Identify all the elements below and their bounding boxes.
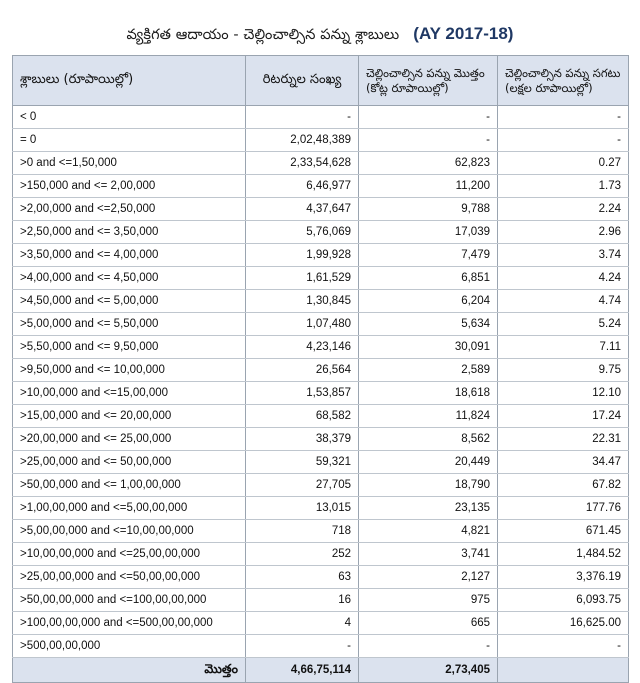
cell-returns: 1,61,529: [246, 267, 359, 290]
table-row: [13, 221, 629, 244]
cell-returns: 13,015: [246, 497, 359, 520]
cell-tax-average: 2.24: [498, 198, 629, 221]
cell-returns: 1,30,845: [246, 290, 359, 313]
table-row: [13, 382, 629, 405]
cell-returns: 2,33,54,628: [246, 152, 359, 175]
cell-slab: >25,00,000 and <= 50,00,000: [13, 451, 246, 474]
cell-tax-total: -: [359, 129, 498, 152]
table-row: [13, 198, 629, 221]
cell-returns: 4,37,647: [246, 198, 359, 221]
cell-slab: >500,00,00,000: [13, 635, 246, 658]
page-title: [0, 0, 640, 55]
table-row: [13, 359, 629, 382]
total-returns: 4,66,75,114: [246, 658, 359, 683]
column-header-tax-total-line2: (కోట్ల రూపాయిల్లో): [366, 80, 449, 95]
cell-slab: >100,00,00,000 and <=500,00,00,000: [13, 612, 246, 635]
table-row: [13, 451, 629, 474]
cell-tax-average: 7.11: [498, 336, 629, 359]
table-row: [13, 635, 629, 658]
cell-tax-average: -: [498, 106, 629, 129]
cell-slab: >15,00,000 and <= 20,00,000: [13, 405, 246, 428]
table-row: [13, 612, 629, 635]
cell-slab: >3,50,000 and <= 4,00,000: [13, 244, 246, 267]
table-row: [13, 175, 629, 198]
cell-slab: >2,00,000 and <=2,50,000: [13, 198, 246, 221]
cell-slab: >2,50,000 and <= 3,50,000: [13, 221, 246, 244]
cell-tax-average: 17.24: [498, 405, 629, 428]
column-header-slab: శ్లాబులు (రూపాయిల్లో): [13, 56, 246, 106]
cell-returns: -: [246, 635, 359, 658]
cell-tax-average: 3.74: [498, 244, 629, 267]
income-tax-slab-table: [12, 55, 629, 683]
cell-returns: 4: [246, 612, 359, 635]
column-header-tax-average: [498, 56, 629, 106]
cell-tax-total: 18,618: [359, 382, 498, 405]
table-row: [13, 428, 629, 451]
cell-tax-total: 11,824: [359, 405, 498, 428]
table-row: [13, 313, 629, 336]
cell-tax-average: 5.24: [498, 313, 629, 336]
table-body: [13, 106, 629, 683]
table-row: [13, 405, 629, 428]
table-header: [13, 56, 629, 106]
cell-tax-total: -: [359, 106, 498, 129]
total-tax-total: 2,73,405: [359, 658, 498, 683]
cell-tax-total: 4,821: [359, 520, 498, 543]
cell-tax-total: 17,039: [359, 221, 498, 244]
cell-tax-total: 7,479: [359, 244, 498, 267]
table-row: [13, 566, 629, 589]
table-row: [13, 474, 629, 497]
cell-returns: 718: [246, 520, 359, 543]
column-header-tax-total-line1: చెల్లించాల్సిన పన్ను మొత్తం: [366, 66, 485, 81]
table-row: [13, 589, 629, 612]
cell-tax-total: 5,634: [359, 313, 498, 336]
column-header-returns: రిటర్నుల సంఖ్య: [246, 56, 359, 106]
cell-returns: 68,582: [246, 405, 359, 428]
assessment-year-label: (AY 2017-18): [413, 24, 514, 43]
cell-returns: 38,379: [246, 428, 359, 451]
table-row: [13, 497, 629, 520]
cell-slab: >25,00,00,000 and <=50,00,00,000: [13, 566, 246, 589]
cell-tax-average: 9.75: [498, 359, 629, 382]
cell-tax-total: 30,091: [359, 336, 498, 359]
cell-returns: 63: [246, 566, 359, 589]
cell-slab: >150,000 and <= 2,00,000: [13, 175, 246, 198]
cell-tax-total: 665: [359, 612, 498, 635]
cell-tax-total: 62,823: [359, 152, 498, 175]
cell-tax-total: 6,204: [359, 290, 498, 313]
total-label: మొత్తం: [13, 658, 246, 683]
cell-tax-total: 9,788: [359, 198, 498, 221]
table-row: [13, 267, 629, 290]
cell-tax-average: 22.31: [498, 428, 629, 451]
cell-returns: 1,99,928: [246, 244, 359, 267]
cell-slab: >50,00,00,000 and <=100,00,00,000: [13, 589, 246, 612]
cell-tax-total: 2,589: [359, 359, 498, 382]
cell-slab: >0 and <=1,50,000: [13, 152, 246, 175]
cell-tax-total: 975: [359, 589, 498, 612]
cell-returns: 16: [246, 589, 359, 612]
cell-slab: >4,50,000 and <= 5,00,000: [13, 290, 246, 313]
cell-returns: 252: [246, 543, 359, 566]
cell-returns: 27,705: [246, 474, 359, 497]
cell-tax-average: 3,376.19: [498, 566, 629, 589]
cell-tax-total: 20,449: [359, 451, 498, 474]
table-row: [13, 152, 629, 175]
cell-tax-average: -: [498, 129, 629, 152]
cell-tax-total: 6,851: [359, 267, 498, 290]
total-tax-average: [498, 658, 629, 683]
cell-returns: 1,07,480: [246, 313, 359, 336]
cell-returns: 2,02,48,389: [246, 129, 359, 152]
cell-tax-total: 8,562: [359, 428, 498, 451]
cell-slab: >5,00,00,000 and <=10,00,00,000: [13, 520, 246, 543]
cell-tax-total: 2,127: [359, 566, 498, 589]
table-row: [13, 244, 629, 267]
slab-table-container: [12, 55, 628, 683]
cell-tax-average: 671.45: [498, 520, 629, 543]
cell-slab: < 0: [13, 106, 246, 129]
table-row: [13, 106, 629, 129]
cell-slab: >4,00,000 and <= 4,50,000: [13, 267, 246, 290]
cell-slab: >10,00,000 and <=15,00,000: [13, 382, 246, 405]
table-row: [13, 543, 629, 566]
cell-tax-average: -: [498, 635, 629, 658]
cell-returns: 1,53,857: [246, 382, 359, 405]
table-row: [13, 520, 629, 543]
cell-tax-total: 3,741: [359, 543, 498, 566]
cell-tax-average: 12.10: [498, 382, 629, 405]
cell-tax-average: 177.76: [498, 497, 629, 520]
cell-tax-average: 4.24: [498, 267, 629, 290]
column-header-tax-total: [359, 56, 498, 106]
cell-tax-average: 67.82: [498, 474, 629, 497]
cell-tax-average: 4.74: [498, 290, 629, 313]
cell-returns: 4,23,146: [246, 336, 359, 359]
page-title-text: వ్యక్తిగత ఆదాయం - చెల్లించాల్సిన పన్ను శ్లాబులు: [126, 27, 400, 43]
cell-slab: >20,00,000 and <= 25,00,000: [13, 428, 246, 451]
column-header-tax-average-line1: చెల్లించాల్సిన పన్ను సగటు: [505, 66, 621, 81]
cell-tax-average: 1.73: [498, 175, 629, 198]
cell-returns: 6,46,977: [246, 175, 359, 198]
cell-tax-average: 1,484.52: [498, 543, 629, 566]
table-row: [13, 129, 629, 152]
cell-returns: 26,564: [246, 359, 359, 382]
column-header-tax-average-line2: (లక్షల రూపాయిల్లో): [505, 80, 593, 95]
cell-returns: -: [246, 106, 359, 129]
cell-tax-average: 2.96: [498, 221, 629, 244]
cell-slab: = 0: [13, 129, 246, 152]
cell-tax-average: 0.27: [498, 152, 629, 175]
cell-tax-total: 18,790: [359, 474, 498, 497]
cell-slab: >10,00,00,000 and <=25,00,00,000: [13, 543, 246, 566]
table-total-row: [13, 658, 629, 683]
cell-slab: >1,00,00,000 and <=5,00,00,000: [13, 497, 246, 520]
cell-tax-total: -: [359, 635, 498, 658]
cell-tax-total: 11,200: [359, 175, 498, 198]
cell-returns: 59,321: [246, 451, 359, 474]
table-header-row: [13, 56, 629, 106]
cell-tax-average: 6,093.75: [498, 589, 629, 612]
cell-slab: >50,00,000 and <= 1,00,00,000: [13, 474, 246, 497]
cell-tax-average: 34.47: [498, 451, 629, 474]
cell-returns: 5,76,069: [246, 221, 359, 244]
cell-slab: >5,50,000 and <= 9,50,000: [13, 336, 246, 359]
table-row: [13, 290, 629, 313]
cell-slab: >9,50,000 and <= 10,00,000: [13, 359, 246, 382]
table-row: [13, 336, 629, 359]
cell-slab: >5,00,000 and <= 5,50,000: [13, 313, 246, 336]
cell-tax-total: 23,135: [359, 497, 498, 520]
cell-tax-average: 16,625.00: [498, 612, 629, 635]
